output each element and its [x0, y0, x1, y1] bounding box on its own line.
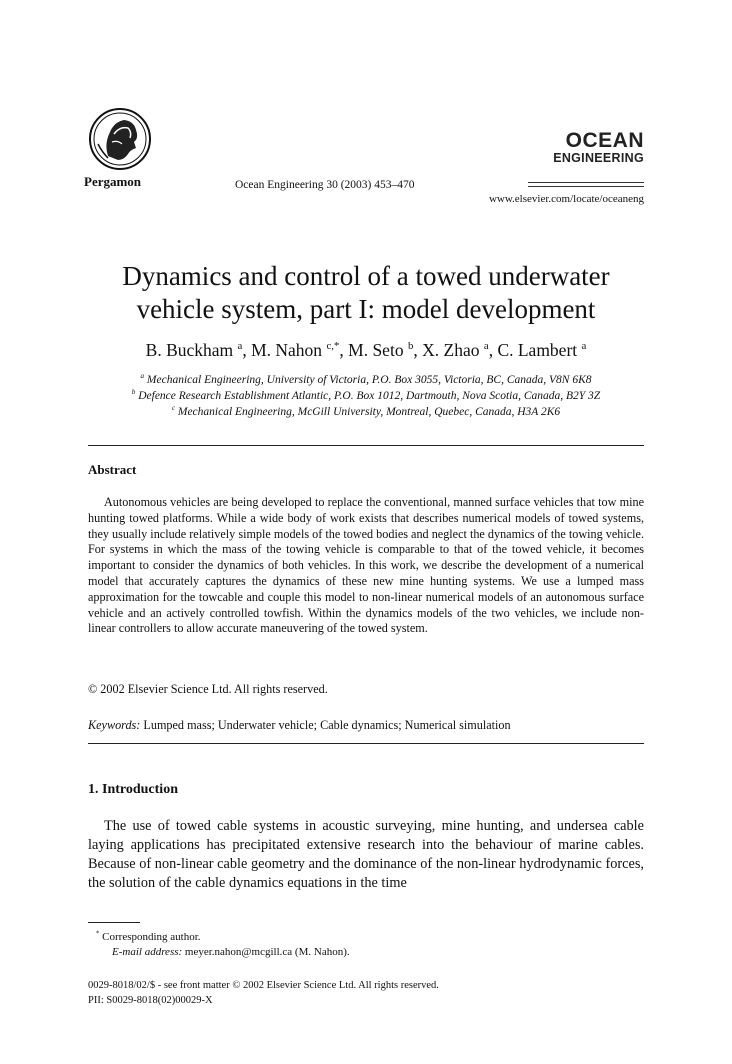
- divider: [88, 743, 644, 744]
- author-list: [0, 340, 732, 361]
- author: C. Lambert $^a$: [497, 340, 587, 360]
- affiliation: $^b$ Defence Research Establishment Atlantic, P.O. Box 1012, Dartmouth, Nova Scotia, Canada, B2Y 3Z: [131, 388, 601, 402]
- publisher-name: Pergamon: [84, 174, 142, 189]
- article-title: [0, 260, 732, 326]
- logo-rule: [528, 182, 644, 183]
- front-matter-line: 0029-8018/02/$ - see front matter © 2002 Elsevier Science Ltd. All rights reserved.: [88, 980, 439, 991]
- logo-rule: [528, 186, 644, 187]
- pii-line: PII: S0029-8018(02)00029-X: [88, 995, 213, 1006]
- journal-logo-line1: OCEAN: [565, 129, 644, 152]
- copyright: © 2002 Elsevier Science Ltd. All rights reserved.: [88, 682, 328, 696]
- author: M. Seto $^b$,: [348, 340, 423, 360]
- publisher-logo: [84, 104, 156, 174]
- divider: [88, 445, 644, 446]
- journal-logo: [553, 130, 644, 165]
- abstract-text: Autonomous vehicles are being developed to replace the conventional, manned surface vehicles that tow mine hunting towed platforms. While a wide body of work exists that describes numerical models of towed systems, they usually include relatively simple models of the towed bodies and neglect the dynamics of the towing vehicle. For systems in which the mass of the towing vehicle is comparable to that of the towed vehicle, it becomes important to consider the dynamics of both vehicles. In this work, we describe the development of a numerical model that accurately captures the dynamics of these new mine hunting systems. We use a lumped mass approximation for the towcable and couple this model to non-linear numerical models of an autonomous surface vehicle and an actively controlled towfish. Within the dynamics models of the two vehicles, we include non-linear controllers to allow accurate maneuvering of the towed system.: [88, 495, 644, 636]
- author: B. Buckham $^a$,: [145, 340, 252, 360]
- section-heading: 1. Introduction: [88, 782, 178, 797]
- journal-url[interactable]: www.elsevier.com/locate/oceaneng: [488, 193, 644, 205]
- footnote-email: E-mail address: meyer.nahon@mcgill.ca (M. Nahon).: [112, 946, 350, 958]
- affiliation: $^c$ Mechanical Engineering, McGill University, Montreal, Quebec, Canada, H3A 2K6: [171, 404, 561, 418]
- title-line: Dynamics and control of a towed underwater: [122, 261, 610, 291]
- footnote-rule: [88, 922, 140, 923]
- section-text: The use of towed cable systems in acoustic surveying, mine hunting, and undersea cable laying applications has precipitated extensive research into the behaviour of marine cables. Because of non-linear cable geometry and the dominance of the non-linear hydrodynamic forces, the solution of the cable dynamics equations in the time: [88, 818, 644, 891]
- abstract-heading: Abstract: [88, 462, 137, 477]
- journal-reference: Ocean Engineering 30 (2003) 453–470: [235, 179, 415, 191]
- footnote: * Corresponding author.: [96, 930, 201, 943]
- journal-logo-line2: ENGINEERING: [553, 151, 644, 165]
- keywords: Keywords: Lumped mass; Underwater vehicle; Cable dynamics; Numerical simulation: [88, 718, 511, 732]
- title-line: vehicle system, part I: model development: [136, 294, 596, 324]
- author: X. Zhao $^a$,: [422, 340, 498, 360]
- affiliation: $^a$ Mechanical Engineering, University of Victoria, P.O. Box 3055, Victoria, BC, Canada, V8N 6K8: [140, 372, 592, 386]
- author: M. Nahon $^{c,*}$,: [251, 340, 349, 360]
